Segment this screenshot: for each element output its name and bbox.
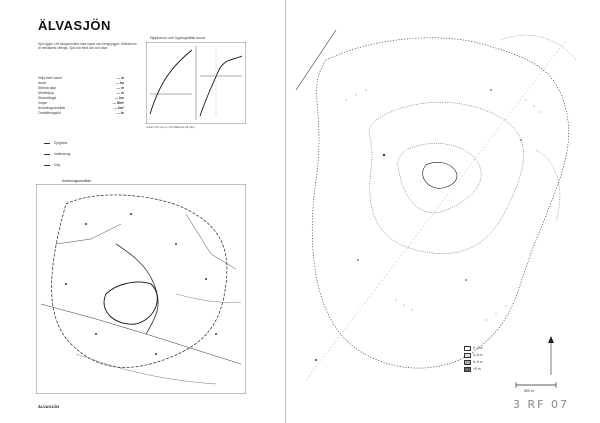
legend-item: Vattendrag — [44, 149, 134, 160]
swatch-icon — [464, 360, 471, 365]
legend — [44, 138, 134, 171]
fact-label: Areal — [38, 81, 46, 85]
legend-item: 6–9 m — [464, 359, 504, 366]
fact-value: — ha — [115, 81, 124, 85]
legend-item: Sjögräns — [44, 138, 134, 149]
fact-value: — km — [114, 96, 124, 100]
right-page — [285, 0, 600, 423]
fact-row — [38, 111, 124, 116]
bathymetric-map — [286, 0, 600, 423]
fact-value: — km² — [113, 106, 124, 110]
depth-legend — [464, 345, 504, 373]
fact-value: — år — [116, 111, 124, 115]
figure-caption: Djupkurvor och hypsografisk kurva — [150, 36, 206, 40]
fact-label: Medeldjup — [38, 91, 54, 95]
fact-label: Höjd över havet — [38, 76, 62, 80]
fact-label: Största djup — [38, 86, 57, 90]
swatch-icon — [464, 353, 471, 358]
lake-facts-table — [38, 76, 124, 116]
hypsographic-figure — [146, 42, 246, 124]
legend-item: 0–3 m — [464, 345, 504, 352]
fact-label: Avrinningsområde — [38, 106, 66, 110]
legend-item: Väg — [44, 160, 134, 171]
map-caption: Avrinningsområde — [62, 179, 91, 183]
fact-label: Strandlängd — [38, 96, 57, 100]
line-swatch-icon — [44, 165, 50, 166]
page-title: ÄLVASJÖN — [38, 18, 111, 33]
swatch-icon — [464, 346, 471, 351]
intro-text: Sjön ligger i ett skogsområde med myrar och bergsryggar. Stränderna är mestadels steniga. Sjön har flera öar och vikar. — [38, 42, 137, 50]
page-number: 3 RF 07 — [513, 398, 569, 411]
scale-label: 500 m — [524, 389, 534, 393]
footer-label: ÄLVASJÖN — [38, 404, 60, 409]
fact-value: — Mm³ — [112, 101, 124, 105]
legend-item: >9 m — [464, 366, 504, 373]
line-swatch-icon — [44, 143, 50, 144]
line-swatch-icon — [44, 154, 50, 155]
left-page — [0, 0, 285, 423]
catchment-map — [36, 184, 246, 394]
swatch-icon — [464, 367, 471, 372]
legend-item: 3–6 m — [464, 352, 504, 359]
fact-label: Omsättningstid — [38, 111, 61, 115]
fact-value: — m — [116, 86, 124, 90]
figure-note: Areal och volym i förhållande till djup — [146, 125, 195, 129]
fact-value: — m — [116, 91, 124, 95]
fact-value: — m — [116, 76, 124, 80]
fact-label: Volym — [38, 101, 48, 105]
